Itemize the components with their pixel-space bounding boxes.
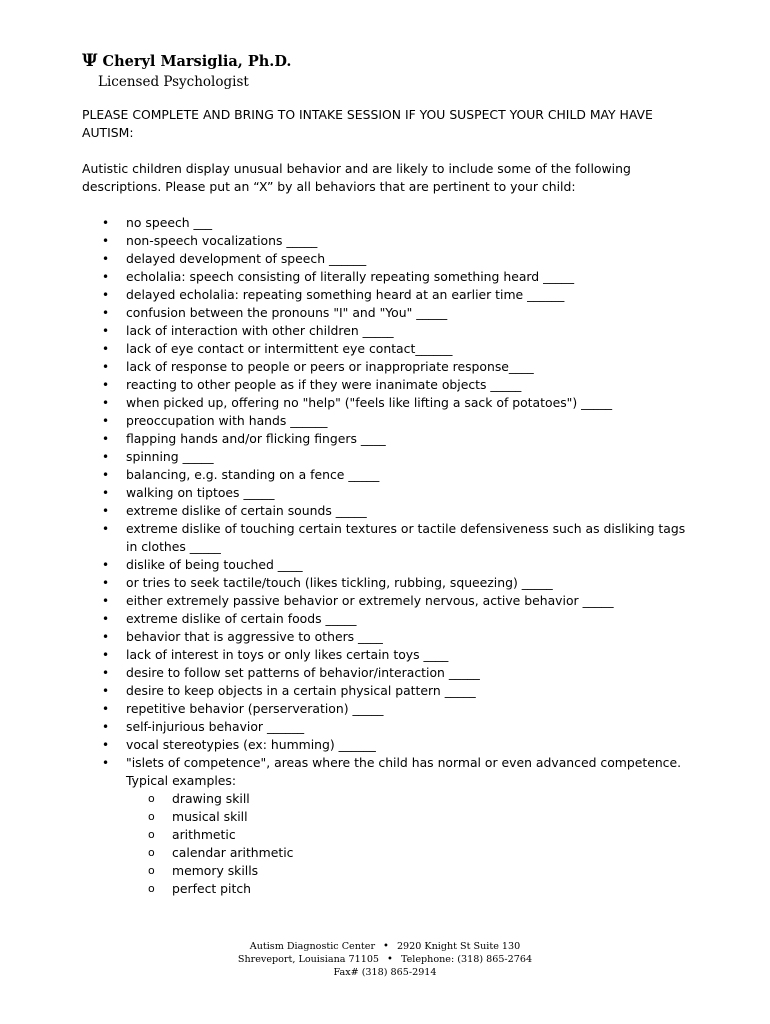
checklist-item-text: no speech ___ (126, 215, 213, 230)
circle-bullet-icon: o (148, 810, 155, 823)
checklist-item (82, 412, 692, 430)
checklist-item (82, 520, 692, 556)
bullet-icon: • (102, 234, 110, 248)
checklist-item (82, 718, 692, 736)
checklist-item (82, 556, 692, 574)
footer-phone: Telephone: (318) 865-2764 (400, 954, 533, 965)
checklist-item-text: lack of eye contact or intermittent eye contact______ (126, 341, 453, 356)
checklist-item-text: desire to keep objects in a certain physical pattern _____ (126, 683, 476, 698)
bullet-icon: • (102, 432, 110, 446)
competence-examples-list (126, 790, 692, 898)
checklist-item (82, 628, 692, 646)
bullet-icon: • (102, 738, 110, 752)
checklist-item-text: non-speech vocalizations _____ (126, 233, 318, 248)
checklist-item (82, 736, 692, 754)
checklist-item-text: preoccupation with hands ______ (126, 413, 328, 428)
checklist-item (82, 214, 692, 232)
footer-line-2 (0, 953, 770, 966)
bullet-icon: • (102, 306, 110, 320)
bullet-icon: • (102, 522, 110, 536)
checklist-item (82, 430, 692, 448)
checklist-item-text: delayed development of speech ______ (126, 251, 367, 266)
circle-bullet-icon: o (148, 864, 155, 877)
circle-bullet-icon: o (148, 882, 155, 895)
checklist-item (82, 754, 692, 898)
competence-example-text: perfect pitch (172, 881, 252, 896)
checklist-item (82, 340, 692, 358)
checklist-item-text: when picked up, offering no "help" ("feels like lifting a sack of potatoes") _____ (126, 395, 613, 410)
footer (0, 940, 770, 979)
circle-bullet-icon: o (148, 792, 155, 805)
bullet-icon: • (102, 630, 110, 644)
checklist-item (82, 664, 692, 682)
bullet-icon: • (102, 612, 110, 626)
bullet-icon: • (102, 414, 110, 428)
checklist-item (82, 646, 692, 664)
bullet-icon: • (102, 486, 110, 500)
checklist-item (82, 304, 692, 322)
instruction-text: PLEASE COMPLETE AND BRING TO INTAKE SESSION IF YOU SUSPECT YOUR CHILD MAY HAVE AUTISM: (82, 107, 653, 140)
checklist-item (82, 592, 692, 610)
checklist-item-text: echolalia: speech consisting of literally repeating something heard _____ (126, 269, 575, 284)
checklist-item (82, 466, 692, 484)
circle-bullet-icon: o (148, 828, 155, 841)
checklist-item-text: balancing, e.g. standing on a fence _____ (126, 467, 380, 482)
competence-example-item (126, 808, 692, 826)
checklist-item-text: flapping hands and/or flicking fingers ____ (126, 431, 386, 446)
letterhead-name-row (82, 52, 291, 72)
bullet-icon: • (102, 648, 110, 662)
bullet-icon: • (102, 378, 110, 392)
circle-bullet-icon: o (148, 846, 155, 859)
footer-org: Autism Diagnostic Center (249, 941, 376, 952)
checklist-item-text: repetitive behavior (perserveration) _____ (126, 701, 384, 716)
checklist-item (82, 610, 692, 628)
footer-line-1 (0, 940, 770, 953)
checklist-item-text: lack of response to people or peers or inappropriate response____ (126, 359, 534, 374)
checklist-item (82, 394, 692, 412)
bullet-icon: • (102, 666, 110, 680)
psychologist-name: Cheryl Marsiglia, Ph.D. (102, 53, 292, 70)
checklist-item-text: walking on tiptoes _____ (126, 485, 275, 500)
footer-address: 2920 Knight St Suite 130 (396, 941, 521, 952)
checklist-item (82, 268, 692, 286)
competence-example-item (126, 790, 692, 808)
checklist-item-text: either extremely passive behavior or extremely nervous, active behavior _____ (126, 593, 614, 608)
bullet-icon: • (102, 720, 110, 734)
competence-example-text: arithmetic (172, 827, 236, 842)
competence-example-text: memory skills (172, 863, 259, 878)
bullet-icon: • (102, 756, 110, 770)
competence-example-text: drawing skill (172, 791, 250, 806)
checklist-item (82, 448, 692, 466)
bullet-icon: • (102, 702, 110, 716)
competence-example-text: calendar arithmetic (172, 845, 294, 860)
checklist-item (82, 574, 692, 592)
checklist-item-text: "islets of competence", areas where the child has normal or even advanced competence. Typical examples: (126, 755, 682, 788)
checklist-item (82, 358, 692, 376)
checklist-item (82, 322, 692, 340)
checklist-item-text: extreme dislike of certain foods _____ (126, 611, 357, 626)
checklist-item (82, 232, 692, 250)
checklist-item-text: spinning _____ (126, 449, 214, 464)
checklist-item (82, 700, 692, 718)
bullet-icon: • (102, 342, 110, 356)
checklist-item (82, 250, 692, 268)
footer-separator-icon: • (383, 941, 389, 952)
checklist-item-text: desire to follow set patterns of behavior/interaction _____ (126, 665, 480, 680)
checklist-item-text: extreme dislike of certain sounds _____ (126, 503, 367, 518)
checklist-item (82, 484, 692, 502)
checklist-item (82, 502, 692, 520)
competence-example-item (126, 826, 692, 844)
bullet-icon: • (102, 684, 110, 698)
checklist-item-text: lack of interaction with other children _____ (126, 323, 394, 338)
psi-logo-icon: Ψ (82, 51, 98, 71)
competence-example-item (126, 880, 692, 898)
checklist-item-text: lack of interest in toys or only likes certain toys ____ (126, 647, 449, 662)
bullet-icon: • (102, 288, 110, 302)
checklist-item-text: behavior that is aggressive to others ____ (126, 629, 383, 644)
footer-line-3 (0, 966, 770, 979)
bullet-icon: • (102, 558, 110, 572)
bullet-icon: • (102, 576, 110, 590)
checklist-item-text: vocal stereotypies (ex: humming) ______ (126, 737, 376, 752)
checklist-item-text: self-injurious behavior ______ (126, 719, 305, 734)
bullet-icon: • (102, 396, 110, 410)
intro-text: Autistic children display unusual behavior and are likely to include some of the following descriptions. Please put an “X” by all behaviors that are pertinent to your child: (82, 161, 631, 194)
bullet-icon: • (102, 594, 110, 608)
letterhead (82, 52, 291, 92)
checklist-item-text: delayed echolalia: repeating something heard at an earlier time ______ (126, 287, 565, 302)
footer-fax: Fax# (318) 865-2914 (333, 967, 437, 978)
bullet-icon: • (102, 468, 110, 482)
footer-city: Shreveport, Louisiana 71105 (237, 954, 380, 965)
checklist-item-text: extreme dislike of touching certain textures or tactile defensiveness such as disliking tags in clothes _____ (126, 521, 686, 554)
checklist-item-text: or tries to seek tactile/touch (likes tickling, rubbing, squeezing) _____ (126, 575, 553, 590)
footer-separator-icon: • (387, 954, 393, 965)
competence-example-item (126, 844, 692, 862)
bullet-icon: • (102, 450, 110, 464)
competence-example-text: musical skill (172, 809, 248, 824)
checklist-item (82, 682, 692, 700)
checklist-item (82, 286, 692, 304)
bullet-icon: • (102, 324, 110, 338)
bullet-icon: • (102, 252, 110, 266)
bullet-icon: • (102, 360, 110, 374)
bullet-icon: • (102, 216, 110, 230)
competence-example-item (126, 862, 692, 880)
psychologist-title: Licensed Psychologist (98, 74, 249, 90)
checklist-item-text: dislike of being touched ____ (126, 557, 303, 572)
bullet-icon: • (102, 270, 110, 284)
checklist-item-text: reacting to other people as if they were inanimate objects _____ (126, 377, 522, 392)
bullet-icon: • (102, 504, 110, 518)
behavior-checklist (82, 214, 692, 898)
checklist-item (82, 376, 692, 394)
checklist-item-text: confusion between the pronouns "I" and "You" _____ (126, 305, 448, 320)
